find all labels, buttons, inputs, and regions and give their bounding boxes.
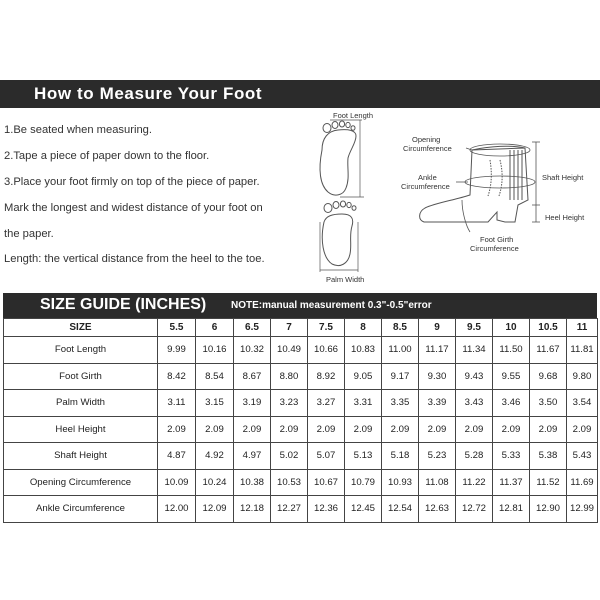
measurement-diagram xyxy=(0,0,600,290)
table-row xyxy=(4,390,598,417)
instruction-line: 2.Tape a piece of paper down to the floor. xyxy=(4,150,210,162)
opening-circumference-label: Opening xyxy=(412,135,441,144)
shaft-height-label: Shaft Height xyxy=(542,173,584,182)
table-cell: 12.45 xyxy=(345,496,382,523)
table-cell: 12.09 xyxy=(196,496,234,523)
table-cell: 3.11 xyxy=(158,390,196,417)
table-row xyxy=(4,443,598,470)
table-cell: 10.09 xyxy=(158,469,196,496)
table-cell: 11.22 xyxy=(456,469,493,496)
table-cell: 10.66 xyxy=(308,337,345,364)
instruction-line: 1.Be seated when measuring. xyxy=(4,124,153,136)
table-cell: 10.67 xyxy=(308,469,345,496)
size-cell: 5.5 xyxy=(158,319,196,337)
row-label: Opening Circumference xyxy=(4,469,158,496)
table-cell: 11.34 xyxy=(456,337,493,364)
table-cell: 8.67 xyxy=(234,363,271,390)
table-cell: 12.72 xyxy=(456,496,493,523)
table-cell: 3.46 xyxy=(493,390,530,417)
instruction-line: 3.Place your foot firmly on top of the piece of paper. xyxy=(4,176,260,188)
table-cell: 12.00 xyxy=(158,496,196,523)
foot-length-label: Foot Length xyxy=(333,111,374,120)
table-cell: 2.09 xyxy=(567,416,598,443)
table-cell: 12.90 xyxy=(530,496,567,523)
table-row xyxy=(4,337,598,364)
opening-circumference-label: Circumference xyxy=(403,144,452,153)
table-cell: 3.43 xyxy=(456,390,493,417)
table-cell: 3.50 xyxy=(530,390,567,417)
table-row xyxy=(4,363,598,390)
table-cell: 4.97 xyxy=(234,443,271,470)
table-cell: 2.09 xyxy=(530,416,567,443)
table-cell: 10.16 xyxy=(196,337,234,364)
table-cell: 11.52 xyxy=(530,469,567,496)
row-label: Shaft Height xyxy=(4,443,158,470)
instruction-line: the paper. xyxy=(4,228,54,240)
table-cell: 12.81 xyxy=(493,496,530,523)
ankle-circumference-label: Circumference xyxy=(401,182,450,191)
size-guide-title: SIZE GUIDE (INCHES) xyxy=(40,296,207,313)
table-cell: 3.35 xyxy=(382,390,419,417)
table-cell: 2.09 xyxy=(345,416,382,443)
table-row xyxy=(4,469,598,496)
table-cell: 3.15 xyxy=(196,390,234,417)
table-cell: 2.09 xyxy=(493,416,530,443)
table-cell: 3.39 xyxy=(419,390,456,417)
table-cell: 5.33 xyxy=(493,443,530,470)
table-cell: 9.30 xyxy=(419,363,456,390)
foot-length-footprint-icon xyxy=(320,121,356,195)
table-cell: 11.17 xyxy=(419,337,456,364)
table-cell: 2.09 xyxy=(308,416,345,443)
table-cell: 10.83 xyxy=(345,337,382,364)
table-cell: 12.18 xyxy=(234,496,271,523)
table-cell: 3.19 xyxy=(234,390,271,417)
table-cell: 3.31 xyxy=(345,390,382,417)
table-cell: 10.93 xyxy=(382,469,419,496)
table-cell: 8.80 xyxy=(271,363,308,390)
table-cell: 8.54 xyxy=(196,363,234,390)
palm-width-label: Palm Width xyxy=(326,275,365,284)
table-cell: 10.38 xyxy=(234,469,271,496)
table-cell: 9.17 xyxy=(382,363,419,390)
table-cell: 8.42 xyxy=(158,363,196,390)
table-cell: 2.09 xyxy=(382,416,419,443)
table-cell: 9.55 xyxy=(493,363,530,390)
table-cell: 2.09 xyxy=(419,416,456,443)
table-cell: 4.92 xyxy=(196,443,234,470)
size-column-header: SIZE xyxy=(4,319,158,337)
table-cell: 12.36 xyxy=(308,496,345,523)
table-cell: 9.99 xyxy=(158,337,196,364)
size-cell: 10 xyxy=(493,319,530,337)
instruction-line: Length: the vertical distance from the heel to the toe. xyxy=(4,253,265,265)
table-cell: 9.05 xyxy=(345,363,382,390)
size-cell: 6.5 xyxy=(234,319,271,337)
measurement-error-note: NOTE:manual measurement 0.3"-0.5"error xyxy=(231,300,432,311)
table-row xyxy=(4,416,598,443)
row-label: Heel Height xyxy=(4,416,158,443)
instruction-line: Mark the longest and widest distance of your foot on xyxy=(4,202,263,214)
table-cell: 10.32 xyxy=(234,337,271,364)
table-cell: 5.38 xyxy=(530,443,567,470)
size-cell: 6 xyxy=(196,319,234,337)
table-cell: 5.28 xyxy=(456,443,493,470)
table-cell: 4.87 xyxy=(158,443,196,470)
table-cell: 5.18 xyxy=(382,443,419,470)
size-guide-header-bar xyxy=(3,293,597,318)
size-header-row xyxy=(4,319,598,337)
table-cell: 5.07 xyxy=(308,443,345,470)
table-cell: 12.27 xyxy=(271,496,308,523)
table-cell: 12.54 xyxy=(382,496,419,523)
table-cell: 12.99 xyxy=(567,496,598,523)
table-cell: 5.13 xyxy=(345,443,382,470)
table-row xyxy=(4,496,598,523)
table-cell: 10.49 xyxy=(271,337,308,364)
table-cell: 2.09 xyxy=(234,416,271,443)
table-cell: 8.92 xyxy=(308,363,345,390)
size-cell: 9 xyxy=(419,319,456,337)
table-cell: 10.24 xyxy=(196,469,234,496)
row-label: Foot Girth xyxy=(4,363,158,390)
table-cell: 5.23 xyxy=(419,443,456,470)
size-cell: 10.5 xyxy=(530,319,567,337)
heel-height-label: Heel Height xyxy=(545,213,585,222)
table-cell: 2.09 xyxy=(196,416,234,443)
table-cell: 2.09 xyxy=(271,416,308,443)
table-cell: 5.02 xyxy=(271,443,308,470)
table-cell: 11.50 xyxy=(493,337,530,364)
table-cell: 11.67 xyxy=(530,337,567,364)
row-label: Palm Width xyxy=(4,390,158,417)
palm-width-dimension-line xyxy=(320,222,358,272)
ankle-circumference-label: Ankle xyxy=(418,173,437,182)
size-cell: 11 xyxy=(567,319,598,337)
table-cell: 2.09 xyxy=(456,416,493,443)
size-cell: 7.5 xyxy=(308,319,345,337)
foot-girth-label: Foot Girth xyxy=(480,235,514,244)
table-cell: 3.27 xyxy=(308,390,345,417)
row-label: Ankle Circumference xyxy=(4,496,158,523)
table-cell: 2.09 xyxy=(158,416,196,443)
size-guide-table xyxy=(3,318,598,523)
foot-girth-label: Circumference xyxy=(470,244,519,253)
row-label: Foot Length xyxy=(4,337,158,364)
table-cell: 9.68 xyxy=(530,363,567,390)
palm-width-footprint-icon xyxy=(322,201,356,266)
table-cell: 3.23 xyxy=(271,390,308,417)
measure-title: How to Measure Your Foot xyxy=(34,84,263,103)
table-cell: 11.08 xyxy=(419,469,456,496)
size-cell: 9.5 xyxy=(456,319,493,337)
table-cell: 11.69 xyxy=(567,469,598,496)
table-cell: 10.53 xyxy=(271,469,308,496)
table-cell: 12.63 xyxy=(419,496,456,523)
table-cell: 9.43 xyxy=(456,363,493,390)
table-cell: 11.37 xyxy=(493,469,530,496)
table-cell: 9.80 xyxy=(567,363,598,390)
size-cell: 8 xyxy=(345,319,382,337)
table-cell: 11.81 xyxy=(567,337,598,364)
table-cell: 5.43 xyxy=(567,443,598,470)
size-cell: 7 xyxy=(271,319,308,337)
table-cell: 11.00 xyxy=(382,337,419,364)
size-cell: 8.5 xyxy=(382,319,419,337)
table-cell: 10.79 xyxy=(345,469,382,496)
table-cell: 3.54 xyxy=(567,390,598,417)
